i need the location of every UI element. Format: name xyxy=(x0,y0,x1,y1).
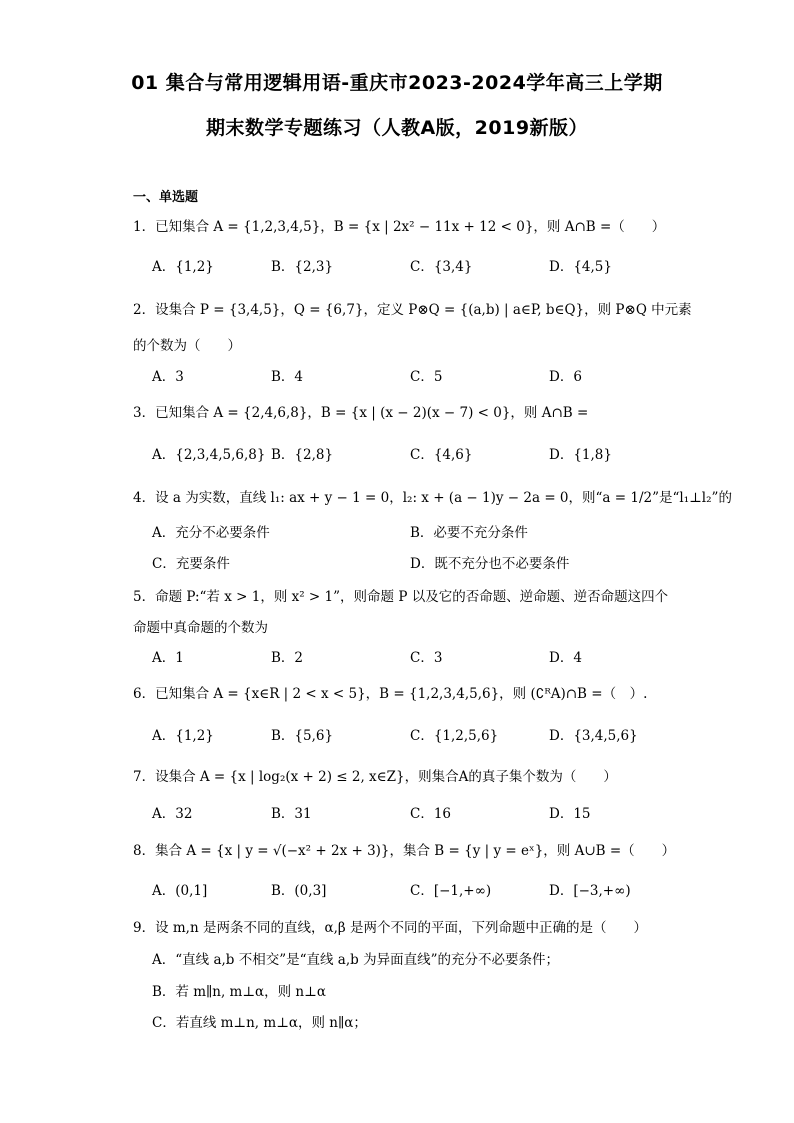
question-3-option-a: A．{2,3,4,5,6,8} xyxy=(152,447,266,463)
question-1-option-c: C．{3,4} xyxy=(410,259,473,275)
question-4-option-d: D．既不充分也不必要条件 xyxy=(410,556,570,572)
question-9-option-a: A．“直线 a,b 不相交”是“直线 a,b 为异面直线”的充分不必要条件； xyxy=(152,952,559,968)
question-3-option-d: D．{1,8} xyxy=(549,447,612,463)
question-9-option-b: B．若 m∥n, m⊥α，则 n⊥α xyxy=(152,984,326,1000)
question-1-option-d: D．{4,5} xyxy=(549,259,612,275)
question-7-option-a: A．32 xyxy=(152,806,193,822)
question-3-option-b: B．{2,8} xyxy=(271,447,334,463)
question-2-option-b: B．4 xyxy=(271,369,304,385)
question-2-option-d: D．6 xyxy=(549,369,582,385)
question-6-option-d: D．{3,4,5,6} xyxy=(549,728,638,744)
question-4-stem: 4．设 a 为实数，直线 l₁: ax + y − 1 = 0，l₂: x + (a − 1)y − 2a = 0，则“a = 1/2”是“l₁⊥l₂”的 xyxy=(133,490,732,506)
question-5-option-d: D．4 xyxy=(549,650,582,666)
question-8-option-c: C．[−1,+∞) xyxy=(410,883,492,899)
question-7-stem: 7．设集合 A = {x | log₂(x + 2) ≤ 2, x∈Z}，则集合A的真子集个数为（ ） xyxy=(133,769,617,785)
question-2-stem-line-2: 的个数为（ ） xyxy=(133,338,241,354)
section-heading: 一、单选题 xyxy=(133,190,199,205)
question-9-stem: 9．设 m,n 是两条不同的直线，α,β 是两个不同的平面，下列命题中正确的是（ ） xyxy=(133,920,647,936)
question-1-stem: 1．已知集合 A = {1,2,3,4,5}，B = {x | 2x² − 11x + 12 < 0}，则 A∩B =（ ） xyxy=(133,219,666,235)
question-1-option-b: B．{2,3} xyxy=(271,259,334,275)
question-3-option-c: C．{4,6} xyxy=(410,447,473,463)
document-title-line-2: 期末数学专题练习（人教A版，2019新版） xyxy=(205,117,589,139)
question-5-stem-line-1: 5．命题 P:“若 x > 1，则 x² > 1”，则命题 P 以及它的否命题、逆命题、逆否命题这四个 xyxy=(133,589,669,605)
question-8-option-d: D．[−3,+∞) xyxy=(549,883,631,899)
question-6-option-b: B．{5,6} xyxy=(271,728,334,744)
question-4-option-c: C．充要条件 xyxy=(152,556,230,572)
question-2-option-c: C．5 xyxy=(410,369,443,385)
question-3-stem: 3．已知集合 A = {2,4,6,8}，B = {x | (x − 2)(x − 7) < 0}，则 A∩B = xyxy=(133,405,589,421)
question-6-stem: 6．已知集合 A = {x∈R | 2 < x < 5}，B = {1,2,3,4,5,6}，则 (∁ᴿA)∩B =（ ）. xyxy=(133,686,648,702)
question-5-option-a: A．1 xyxy=(152,650,184,666)
question-5-stem-line-2: 命题中真命题的个数为 xyxy=(133,620,268,636)
question-8-option-a: A．(0,1] xyxy=(152,883,208,899)
question-4-option-b: B．必要不充分条件 xyxy=(410,525,528,541)
question-7-option-d: D．15 xyxy=(549,806,591,822)
question-9-option-c: C．若直线 m⊥n, m⊥α，则 n∥α； xyxy=(152,1015,367,1031)
question-2-option-a: A．3 xyxy=(152,369,184,385)
question-8-option-b: B．(0,3] xyxy=(271,883,327,899)
question-6-option-a: A．{1,2} xyxy=(152,728,214,744)
question-5-option-b: B．2 xyxy=(271,650,304,666)
question-6-option-c: C．{1,2,5,6} xyxy=(410,728,499,744)
question-2-stem-line-1: 2．设集合 P = {3,4,5}，Q = {6,7}，定义 P⊗Q = {(a,b) | a∈P, b∈Q}，则 P⊗Q 中元素 xyxy=(133,302,692,318)
question-4-option-a: A．充分不必要条件 xyxy=(152,525,270,541)
question-7-option-c: C．16 xyxy=(410,806,452,822)
document-title-line-1: 01 集合与常用逻辑用语-重庆市2023-2024学年高三上学期 xyxy=(131,72,663,94)
question-5-option-c: C．3 xyxy=(410,650,443,666)
question-7-option-b: B．31 xyxy=(271,806,312,822)
question-8-stem: 8．集合 A = {x | y = √(−x² + 2x + 3)}，集合 B = {y | y = eˣ}，则 A∪B =（ ） xyxy=(133,843,676,859)
question-1-option-a: A．{1,2} xyxy=(152,259,214,275)
